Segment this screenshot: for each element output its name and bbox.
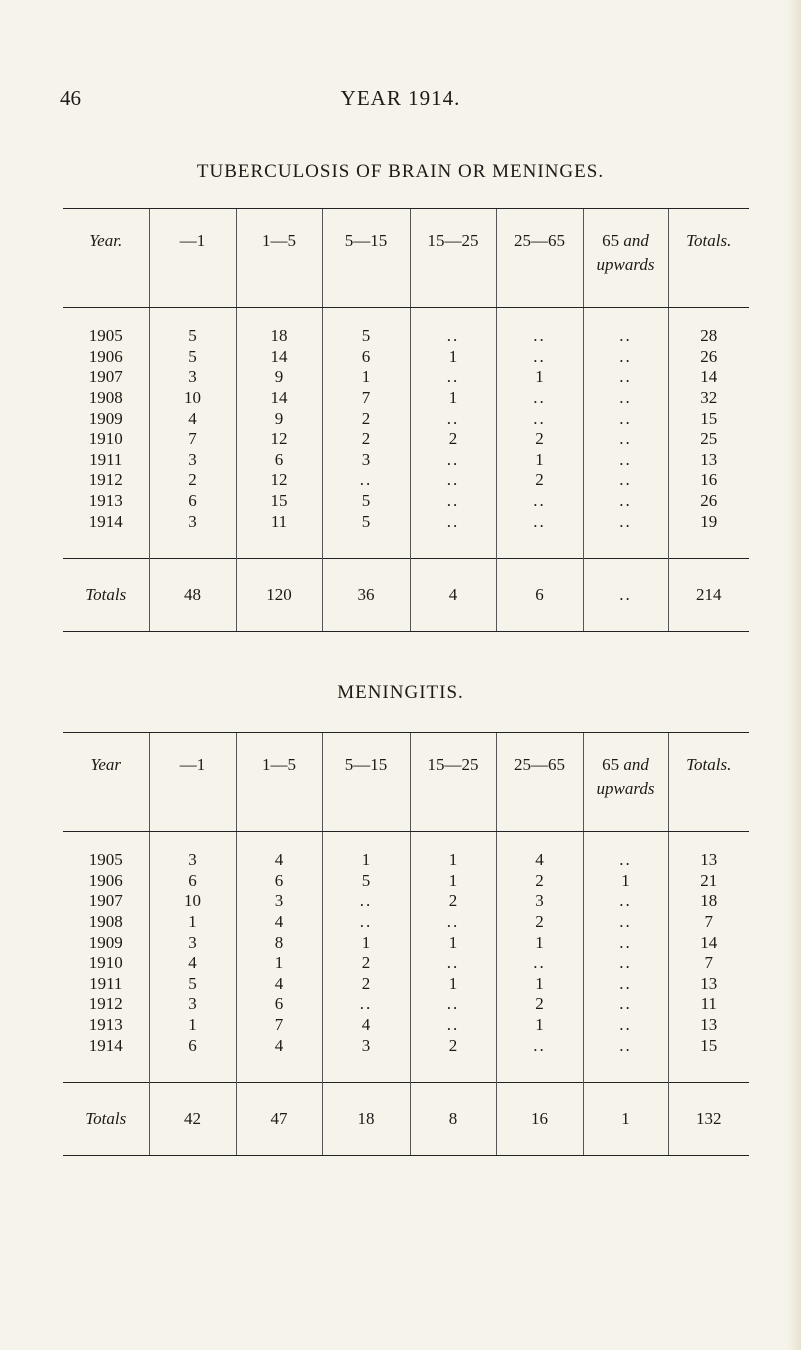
- value-cell: 3: [236, 891, 322, 912]
- year-cell: 1905: [88, 850, 123, 870]
- year-cell: 1908: [88, 912, 123, 932]
- total-value-cell: 18: [322, 1082, 410, 1155]
- table-row: [63, 491, 749, 512]
- value-cell: 6: [236, 871, 322, 892]
- value-cell: 7: [149, 429, 236, 450]
- column-header: Totals.: [668, 209, 749, 308]
- year-cell: 1909: [88, 408, 123, 428]
- table-row: [63, 308, 749, 347]
- value-cell: 16: [668, 470, 749, 491]
- value-cell: 1: [410, 871, 496, 892]
- value-cell: ..: [496, 388, 583, 409]
- value-cell: 1: [410, 932, 496, 953]
- value-cell: 1: [496, 450, 583, 471]
- value-cell: 1: [322, 832, 410, 871]
- value-cell: 28: [668, 308, 749, 347]
- tuberculosis-table: [63, 208, 749, 632]
- value-cell: 21: [668, 871, 749, 892]
- value-cell: 5: [322, 511, 410, 558]
- year-cell: 1911: [89, 973, 123, 993]
- value-cell: 14: [236, 388, 322, 409]
- meningitis-table: [63, 732, 749, 1156]
- value-cell: ..: [496, 511, 583, 558]
- column-header: 65 and upwards: [583, 209, 668, 308]
- year-cell: 1912: [88, 470, 123, 490]
- value-cell: 5: [149, 308, 236, 347]
- value-cell: 18: [668, 891, 749, 912]
- value-cell: 1: [410, 832, 496, 871]
- year-cell: 1913: [88, 1015, 123, 1035]
- table-row: [63, 408, 749, 429]
- column-header: 25—65: [496, 209, 583, 308]
- value-cell: 13: [668, 450, 749, 471]
- value-cell: 15: [668, 408, 749, 429]
- page-header: [0, 86, 801, 116]
- total-value-cell: 214: [668, 558, 749, 631]
- table-header-row: [63, 209, 749, 308]
- year-cell: 1911: [89, 449, 123, 469]
- value-cell: 25: [668, 429, 749, 450]
- total-value-cell: ..: [583, 558, 668, 631]
- column-header: —1: [149, 209, 236, 308]
- value-cell: 10: [149, 388, 236, 409]
- value-cell: ..: [583, 308, 668, 347]
- value-cell: 2: [496, 871, 583, 892]
- year-cell: 1906: [88, 346, 123, 366]
- value-cell: 3: [149, 994, 236, 1015]
- value-cell: 5: [322, 491, 410, 512]
- total-value-cell: 1: [583, 1082, 668, 1155]
- value-cell: 18: [236, 308, 322, 347]
- value-cell: ..: [410, 308, 496, 347]
- total-value-cell: 132: [668, 1082, 749, 1155]
- total-value-cell: 36: [322, 558, 410, 631]
- value-cell: ..: [583, 450, 668, 471]
- total-value-cell: 6: [496, 558, 583, 631]
- value-cell: 4: [496, 832, 583, 871]
- value-cell: 13: [668, 832, 749, 871]
- value-cell: 26: [668, 347, 749, 368]
- value-cell: 4: [236, 1035, 322, 1082]
- value-cell: ..: [583, 511, 668, 558]
- total-value-cell: 120: [236, 558, 322, 631]
- table-row: [63, 511, 749, 558]
- value-cell: ..: [583, 974, 668, 995]
- table-row: [63, 1035, 749, 1082]
- value-cell: 4: [236, 974, 322, 995]
- table-row: [63, 450, 749, 471]
- value-cell: 6: [236, 994, 322, 1015]
- value-cell: 13: [668, 1015, 749, 1036]
- total-value-cell: 42: [149, 1082, 236, 1155]
- value-cell: 5: [322, 871, 410, 892]
- value-cell: ..: [583, 832, 668, 871]
- value-cell: 2: [322, 429, 410, 450]
- value-cell: 2: [496, 470, 583, 491]
- year-cell: 1914: [88, 1035, 123, 1055]
- value-cell: 10: [149, 891, 236, 912]
- value-cell: 1: [496, 932, 583, 953]
- column-header: 65 and upwards: [583, 733, 668, 832]
- value-cell: 1: [410, 347, 496, 368]
- value-cell: 1: [496, 1015, 583, 1036]
- table-row: [63, 1015, 749, 1036]
- value-cell: ..: [410, 511, 496, 558]
- value-cell: 7: [668, 912, 749, 933]
- value-cell: 1: [149, 1015, 236, 1036]
- column-header: 5—15: [322, 209, 410, 308]
- value-cell: ..: [410, 450, 496, 471]
- value-cell: ..: [583, 388, 668, 409]
- value-cell: ..: [583, 891, 668, 912]
- year-cell: 1914: [88, 511, 123, 531]
- value-cell: ..: [583, 994, 668, 1015]
- value-cell: ..: [410, 912, 496, 933]
- value-cell: ..: [496, 491, 583, 512]
- totals-row: [63, 1082, 749, 1155]
- value-cell: 11: [236, 511, 322, 558]
- page-edge-shading: [787, 0, 801, 1350]
- value-cell: 8: [236, 932, 322, 953]
- table-row: [63, 994, 749, 1015]
- value-cell: ..: [322, 912, 410, 933]
- value-cell: 6: [149, 491, 236, 512]
- year-cell: 1910: [88, 429, 123, 449]
- value-cell: 1: [322, 932, 410, 953]
- year-cell: 1908: [88, 388, 123, 408]
- column-header: —1: [149, 733, 236, 832]
- value-cell: 4: [149, 953, 236, 974]
- value-cell: 2: [322, 408, 410, 429]
- value-cell: ..: [583, 1015, 668, 1036]
- value-cell: 1: [496, 367, 583, 388]
- value-cell: 26: [668, 491, 749, 512]
- value-cell: 15: [236, 491, 322, 512]
- value-cell: 12: [236, 470, 322, 491]
- value-cell: 5: [149, 974, 236, 995]
- value-cell: 5: [322, 308, 410, 347]
- value-cell: 1: [322, 367, 410, 388]
- year-cell: 1905: [88, 326, 123, 346]
- value-cell: 4: [236, 832, 322, 871]
- value-cell: 2: [149, 470, 236, 491]
- value-cell: 4: [322, 1015, 410, 1036]
- value-cell: 14: [668, 932, 749, 953]
- total-value-cell: 4: [410, 558, 496, 631]
- value-cell: 9: [236, 367, 322, 388]
- value-cell: 32: [668, 388, 749, 409]
- column-header: 5—15: [322, 733, 410, 832]
- table-row: [63, 871, 749, 892]
- table-row: [63, 429, 749, 450]
- value-cell: 7: [322, 388, 410, 409]
- value-cell: ..: [410, 491, 496, 512]
- year-cell: 1913: [88, 491, 123, 511]
- value-cell: ..: [496, 347, 583, 368]
- value-cell: 3: [322, 1035, 410, 1082]
- table-row: [63, 891, 749, 912]
- meningitis-table-title: MENINGITIS.: [337, 682, 464, 703]
- year-cell: 1907: [88, 891, 123, 911]
- value-cell: 4: [236, 912, 322, 933]
- value-cell: ..: [322, 470, 410, 491]
- total-value-cell: 47: [236, 1082, 322, 1155]
- table-row: [63, 912, 749, 933]
- value-cell: 2: [322, 953, 410, 974]
- year-cell: 1910: [88, 953, 123, 973]
- value-cell: 1: [410, 974, 496, 995]
- value-cell: 19: [668, 511, 749, 558]
- value-cell: ..: [410, 367, 496, 388]
- year-cell: 1909: [88, 932, 123, 952]
- value-cell: ..: [322, 891, 410, 912]
- value-cell: 1: [149, 912, 236, 933]
- value-cell: ..: [496, 308, 583, 347]
- value-cell: 2: [322, 974, 410, 995]
- value-cell: 2: [496, 429, 583, 450]
- tuberculosis-table-title: TUBERCULOSIS OF BRAIN OR MENINGES.: [196, 161, 605, 182]
- totals-label: Totals: [63, 1082, 149, 1155]
- year-cell: 1906: [88, 870, 123, 890]
- value-cell: 9: [236, 408, 322, 429]
- total-value-cell: 16: [496, 1082, 583, 1155]
- value-cell: ..: [583, 932, 668, 953]
- value-cell: 14: [668, 367, 749, 388]
- value-cell: 4: [149, 408, 236, 429]
- value-cell: 3: [149, 367, 236, 388]
- value-cell: ..: [583, 408, 668, 429]
- value-cell: 6: [149, 1035, 236, 1082]
- value-cell: 3: [496, 891, 583, 912]
- column-header: 1—5: [236, 733, 322, 832]
- value-cell: 2: [410, 429, 496, 450]
- column-header: Year.: [63, 209, 149, 308]
- value-cell: 15: [668, 1035, 749, 1082]
- year-cell: 1907: [88, 367, 123, 387]
- totals-label: Totals: [63, 558, 149, 631]
- running-head: YEAR 1914.: [340, 86, 461, 110]
- value-cell: ..: [410, 470, 496, 491]
- value-cell: 6: [322, 347, 410, 368]
- column-header: Totals.: [668, 733, 749, 832]
- value-cell: ..: [496, 1035, 583, 1082]
- table-row: [63, 388, 749, 409]
- column-header: 1—5: [236, 209, 322, 308]
- value-cell: 1: [583, 871, 668, 892]
- value-cell: 11: [668, 994, 749, 1015]
- value-cell: 1: [496, 974, 583, 995]
- value-cell: ..: [496, 953, 583, 974]
- column-header: 25—65: [496, 733, 583, 832]
- column-header: 15—25: [410, 733, 496, 832]
- value-cell: 7: [668, 953, 749, 974]
- value-cell: 12: [236, 429, 322, 450]
- table-row: [63, 832, 749, 871]
- value-cell: ..: [583, 491, 668, 512]
- column-header: 15—25: [410, 209, 496, 308]
- table-row: [63, 470, 749, 491]
- table-row: [63, 932, 749, 953]
- value-cell: 6: [149, 871, 236, 892]
- value-cell: 2: [496, 994, 583, 1015]
- table-header-row: [63, 733, 749, 832]
- value-cell: ..: [583, 367, 668, 388]
- value-cell: 3: [149, 932, 236, 953]
- value-cell: ..: [410, 953, 496, 974]
- value-cell: ..: [583, 347, 668, 368]
- value-cell: 3: [149, 511, 236, 558]
- page-number: 46: [60, 86, 81, 110]
- value-cell: 6: [236, 450, 322, 471]
- value-cell: ..: [410, 408, 496, 429]
- column-header: Year: [63, 733, 149, 832]
- table-row: [63, 974, 749, 995]
- value-cell: ..: [322, 994, 410, 1015]
- value-cell: 1: [410, 388, 496, 409]
- value-cell: 5: [149, 347, 236, 368]
- value-cell: 2: [410, 891, 496, 912]
- value-cell: ..: [583, 470, 668, 491]
- value-cell: ..: [496, 408, 583, 429]
- value-cell: 1: [236, 953, 322, 974]
- value-cell: 13: [668, 974, 749, 995]
- value-cell: 14: [236, 347, 322, 368]
- value-cell: ..: [410, 1015, 496, 1036]
- value-cell: ..: [583, 912, 668, 933]
- totals-row: [63, 558, 749, 631]
- value-cell: ..: [583, 429, 668, 450]
- value-cell: 2: [410, 1035, 496, 1082]
- value-cell: ..: [583, 953, 668, 974]
- value-cell: 2: [496, 912, 583, 933]
- value-cell: ..: [410, 994, 496, 1015]
- value-cell: 3: [322, 450, 410, 471]
- total-value-cell: 48: [149, 558, 236, 631]
- table-row: [63, 953, 749, 974]
- year-cell: 1912: [88, 994, 123, 1014]
- table-row: [63, 347, 749, 368]
- value-cell: 7: [236, 1015, 322, 1036]
- value-cell: 3: [149, 450, 236, 471]
- value-cell: 3: [149, 832, 236, 871]
- value-cell: ..: [583, 1035, 668, 1082]
- table-row: [63, 367, 749, 388]
- total-value-cell: 8: [410, 1082, 496, 1155]
